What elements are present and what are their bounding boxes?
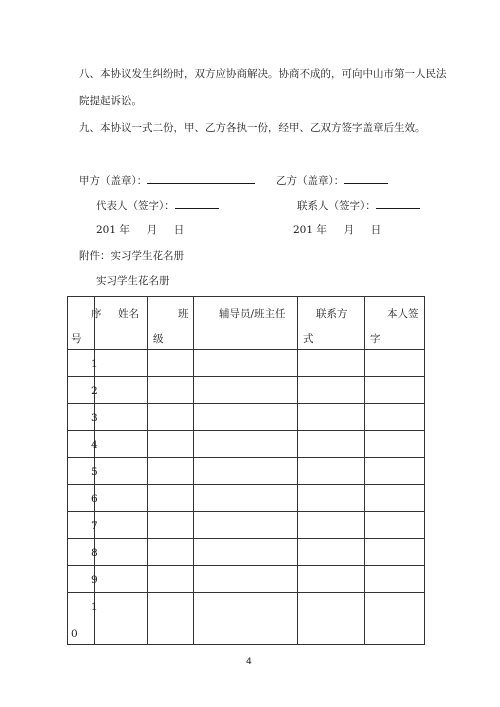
signature-cell bbox=[365, 593, 425, 645]
clause-nine: 九、本协议一式二份，甲、乙方各执一份，经甲、乙双方签字盖章后生效。 bbox=[79, 122, 426, 134]
class-cell bbox=[148, 485, 194, 512]
row-number-cell bbox=[68, 539, 98, 566]
tutor-cell bbox=[194, 512, 298, 539]
attachment-label: 附件：实习学生花名册 bbox=[79, 250, 184, 262]
header-signature bbox=[365, 297, 425, 350]
table-row bbox=[68, 512, 425, 539]
header-seq-bottom: 号 bbox=[71, 333, 82, 345]
row-number: 7 bbox=[91, 520, 98, 532]
representative-signature-line bbox=[175, 198, 219, 209]
row-number-cell bbox=[68, 404, 98, 431]
header-signature-top: 本人签 bbox=[387, 308, 419, 320]
name-cell bbox=[95, 539, 148, 566]
signature-cell bbox=[365, 431, 425, 458]
row-number: 2 bbox=[91, 385, 98, 397]
name-cell bbox=[95, 404, 148, 431]
name-cell bbox=[95, 350, 148, 377]
tutor-cell bbox=[194, 485, 298, 512]
row-number-cell bbox=[68, 350, 98, 377]
table-row bbox=[68, 485, 425, 512]
tutor-cell bbox=[194, 458, 298, 485]
header-contact-bottom: 式 bbox=[303, 333, 314, 345]
table-header-row bbox=[68, 297, 425, 350]
page-number: 4 bbox=[246, 657, 252, 667]
tutor-cell bbox=[194, 539, 298, 566]
row-number: 9 bbox=[91, 574, 98, 586]
tutor-cell bbox=[194, 377, 298, 404]
header-tutor-text: 辅导员/班主任 bbox=[219, 308, 286, 320]
clause-eight-line2: 院提起诉讼。 bbox=[79, 95, 142, 107]
roster-title: 实习学生花名册 bbox=[96, 275, 170, 287]
header-class bbox=[148, 297, 194, 350]
contact-cell bbox=[298, 377, 365, 404]
contact-person-line bbox=[297, 198, 420, 213]
tutor-cell bbox=[194, 350, 298, 377]
representative-line bbox=[96, 198, 219, 213]
class-cell bbox=[148, 404, 194, 431]
header-class-top: 班 bbox=[178, 308, 189, 320]
name-cell bbox=[95, 566, 148, 593]
table-row bbox=[68, 593, 425, 645]
signature-cell bbox=[365, 458, 425, 485]
class-cell bbox=[148, 377, 194, 404]
class-cell bbox=[148, 566, 194, 593]
tutor-cell bbox=[194, 431, 298, 458]
header-name-text: 姓名 bbox=[118, 308, 139, 320]
name-cell bbox=[95, 431, 148, 458]
table-row bbox=[68, 566, 425, 593]
contact-cell bbox=[298, 404, 365, 431]
name-cell bbox=[95, 512, 148, 539]
row-number: 1 bbox=[91, 601, 98, 613]
header-seq bbox=[68, 297, 102, 350]
contact-cell bbox=[298, 593, 365, 645]
signature-cell bbox=[365, 350, 425, 377]
contact-cell bbox=[298, 350, 365, 377]
party-b-label: 乙方（盖章）： bbox=[276, 175, 345, 187]
contact-cell bbox=[298, 485, 365, 512]
student-roster-table bbox=[67, 296, 425, 645]
name-cell bbox=[95, 485, 148, 512]
class-cell bbox=[148, 350, 194, 377]
party-a-line bbox=[79, 173, 255, 188]
table-row bbox=[68, 377, 425, 404]
party-a-signature-line bbox=[147, 173, 255, 184]
tutor-cell bbox=[194, 593, 298, 645]
clause-eight-line1: 八、本协议发生纠纷时，双方应协商解决。协商不成的，可向中山市第一人民法 bbox=[79, 68, 447, 80]
name-cell bbox=[95, 458, 148, 485]
contact-cell bbox=[298, 539, 365, 566]
tutor-cell bbox=[194, 404, 298, 431]
header-signature-bottom: 字 bbox=[370, 333, 381, 345]
roster-body bbox=[68, 350, 425, 645]
header-name bbox=[95, 297, 148, 350]
tutor-cell bbox=[194, 566, 298, 593]
header-tutor bbox=[194, 297, 298, 350]
row-number-cell bbox=[68, 377, 98, 404]
contact-cell bbox=[298, 458, 365, 485]
row-number-wrap: 0 bbox=[71, 628, 78, 640]
row-number-cell bbox=[68, 458, 98, 485]
row-number: 4 bbox=[91, 439, 98, 451]
signature-cell bbox=[365, 485, 425, 512]
signature-cell bbox=[365, 377, 425, 404]
row-number-cell bbox=[68, 566, 98, 593]
name-cell bbox=[95, 377, 148, 404]
party-a-label: 甲方（盖章）： bbox=[79, 175, 148, 187]
class-cell bbox=[148, 539, 194, 566]
contact-person-label: 联系人（签字）： bbox=[297, 200, 376, 212]
table-row bbox=[68, 431, 425, 458]
row-number: 8 bbox=[91, 547, 98, 559]
table-row bbox=[68, 539, 425, 566]
row-number: 5 bbox=[91, 466, 98, 478]
table-row bbox=[68, 458, 425, 485]
table-row bbox=[68, 404, 425, 431]
party-b-line bbox=[276, 173, 388, 188]
row-number-cell bbox=[68, 593, 98, 645]
header-contact bbox=[298, 297, 365, 350]
signature-cell bbox=[365, 404, 425, 431]
signature-cell bbox=[365, 566, 425, 593]
row-number: 1 bbox=[91, 358, 98, 370]
contact-cell bbox=[298, 512, 365, 539]
class-cell bbox=[148, 431, 194, 458]
class-cell bbox=[148, 593, 194, 645]
party-b-signature-line bbox=[344, 173, 388, 184]
signature-cell bbox=[365, 539, 425, 566]
row-number-cell bbox=[68, 431, 98, 458]
contact-person-signature-line bbox=[376, 198, 420, 209]
class-cell bbox=[148, 512, 194, 539]
signature-cell bbox=[365, 512, 425, 539]
row-number: 3 bbox=[91, 412, 98, 424]
class-cell bbox=[148, 458, 194, 485]
header-class-bottom: 级 bbox=[153, 333, 164, 345]
row-number-cell bbox=[68, 485, 98, 512]
header-seq-top: 序 bbox=[91, 308, 102, 320]
table-row bbox=[68, 350, 425, 377]
contact-cell bbox=[298, 566, 365, 593]
row-number-cell bbox=[68, 512, 98, 539]
header-contact-top: 联系方 bbox=[316, 308, 348, 320]
date-party-b: 201 年 月 日 bbox=[293, 224, 382, 236]
representative-label: 代表人（签字）： bbox=[96, 200, 175, 212]
date-party-a: 201 年 月 日 bbox=[96, 224, 185, 236]
contact-cell bbox=[298, 431, 365, 458]
row-number: 6 bbox=[91, 493, 98, 505]
name-cell bbox=[95, 593, 148, 645]
